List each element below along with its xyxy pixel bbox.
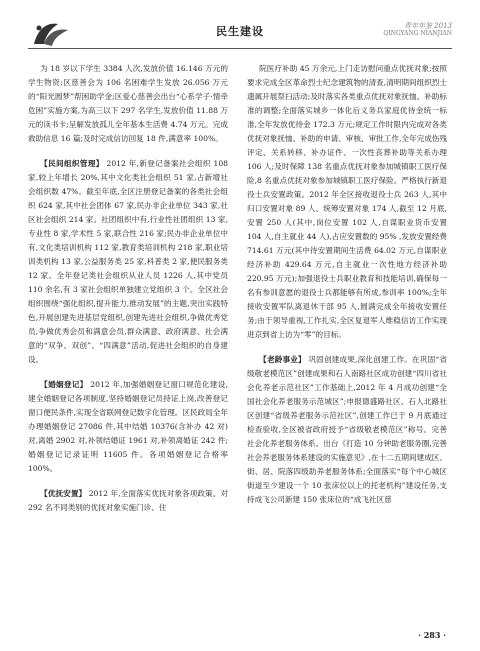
header-rule: [28, 48, 452, 49]
left-column: [28, 62, 228, 515]
section-text: 巩固创建成果,深化创建工作。在巩固“省级敬老模范区”创建成果和石人南路社区成功创建“四川省社会化养老示范社区”工作基础上,2012 年 4 月成功创建“全国社会化养老服务示范城区”;申报德盛路社区、石人北路社区创建“省级养老服务示范社区”,创建工作已于 9 月底通过检查验收,全区被省政府授予“省级敬老模范区”称号。完善社会化养老服务体系。出台《打造 10 分钟助老服务圈,完善社会养老服务体系建设的实施意见》,在十二五期间建成区、街、居、院落四级助养老服务体系;全面落实“每个中心城区街道至少建设一个 10 张床位以上的托老机构”建设任务,支持成飞公司新建 150 张床位的“成飞社区慈: [247, 355, 448, 504]
section-text: 2012 年,加强婚姻登记窗口规范化建设,建全婚姻登记各项制度,坚持婚姻登记员持证上岗,改善登记窗口便民条件,实现全省联网登记数字化管理。区民政局全年办理婚姻登记 27086 件,其中结婚 10376(含补办 42 对)对,离婚 2902 对,补领结婚证 1961 对,补领离婚证 242 件;婚姻登记记录证明 11605 件。各项婚姻登记合格率 100%。: [28, 380, 229, 473]
section-tag: 【 老龄事业 】: [259, 355, 306, 364]
section-placement: [28, 487, 228, 515]
page-number: · 283 ·: [418, 630, 446, 640]
yearbook-name-cn: 青年年鉴 2013: [403, 22, 452, 30]
section-tag: 【 婚姻登记 】: [40, 380, 87, 389]
section-civil-org: [28, 157, 228, 367]
section-text: 2012 年,全面落实优抚对象各项政策。对 292 名不同类别的优抚对象实施门诊、住: [28, 489, 228, 512]
section-tag: 【 优抚安置 】: [40, 489, 86, 498]
page-title: 民生建设: [216, 25, 264, 38]
section-text: 2012 年,新登记备案社会组织 108 家,较上年增长 20%,其中文化类社会组织 51 家,占新增社会组织数 47%。截至年底,全区注册登记备案的各类社会组织 624 家,其中社会团体 67 家,民办非企业单位 343 家,社区社会组织 214 家。社团组织中有,行业性社团组织 13 家,专业性 8 家,学术性 5 家,联合性 216 家;民办非企业单位中有,文化类培训机构 112 家,教育类培训机构 218 家,职业培训类机构 13 家,公益服务类 25 家,科普类 2 家,便民服务类 12 家。全年登记类社会组织从业人员 1226 人,其中党员 110 余名,有 3 家社会组织单独建立党组织 3 个。全区社会组织围绕“强化组织,提升能力,推动发展”的主题,突出实践特色,开展创建先进基层党组织,创建先进社会组织,争做优秀党员,争做优秀会员和满意会员,群众满意、政府满意、社会满意的“双争、双创”、“四满意”活动,促进社会组织的自身建设。: [28, 159, 229, 364]
section-marriage: [28, 378, 228, 476]
page-header: [0, 0, 480, 52]
section-elderly: [247, 353, 447, 507]
yearbook-name: [383, 22, 452, 38]
right-column: [247, 62, 447, 507]
right-intro-paragraph: 院医疗补助 45 万余元,上门走访慰问重点优抚对象;按照要求完成全区革命烈士纪念建筑物的清查,清明期间组织烈士遗属开展祭扫活动;及时落实各类重点优抚对象抚恤、补助标准的调整;全面落实城乡一体化后义务兵家庭优待金统一标准,全年发放优待金 172.3 万元;规定工作时限内完成对各类优抚对象抚恤、补助的申请、审核、审批工作,全年完成伤残评定、关系转移、补办证件、一次性丧葬补助等关系办理 106 人;及时保障 138 名重点优抚对象参加城镇职工医疗保险,8 名重点优抚对象参加城镇职工医疗保险。严格执行新退役士兵安置政策。2012 年全区接收退役士兵 263 人,其中归口安置对象 89 人、统筹安置对象 174 人,截至 12 月底,安置 250 人(其中,岗位安置 102 人,自谋职业货币安置 104 人,自主就业 44 人),占应安置数的 95% ,发放安置经费 714.61 万元(其中待安置期间生活费 64.02 万元,自谋职业经济补助 429.64 万元,自主就业一次性地方经济补助 220.95 万元);加强退役士兵职业教育和技能培训,确保每一名有参训意愿的退役士兵都能够有所成,参训率 100%;全年接收安置军队离退休干部 95 人,圆满完成全年接收安置任务;由于领导重视,工作扎实,全区复退军人维稳信访工作实现进京到省上访为“零”的目标。: [247, 64, 447, 339]
section-tag: 【 民间组织管理 】: [40, 159, 104, 168]
yearbook-name-en: QINGYANG NIANJIAN: [383, 30, 452, 37]
left-intro-paragraph: 为 18 岁以下学生 3384 人次,发放价值 16.146 万元的学生物资;区慈善会为 106 名困难学生发放 26.056 万元的“阳光圆梦”帮困助学金;区爱心慈善会出台“心系学子·情牵危困”实施方案,为高三以下 297 名学生,发放价值 11.88 万元的读书卡;呈解发放孤儿全年基本生活费 4.74 万元。完成救助信息 16 篇;及时完成信访回复 18 件,满意率 100%。: [28, 64, 228, 143]
